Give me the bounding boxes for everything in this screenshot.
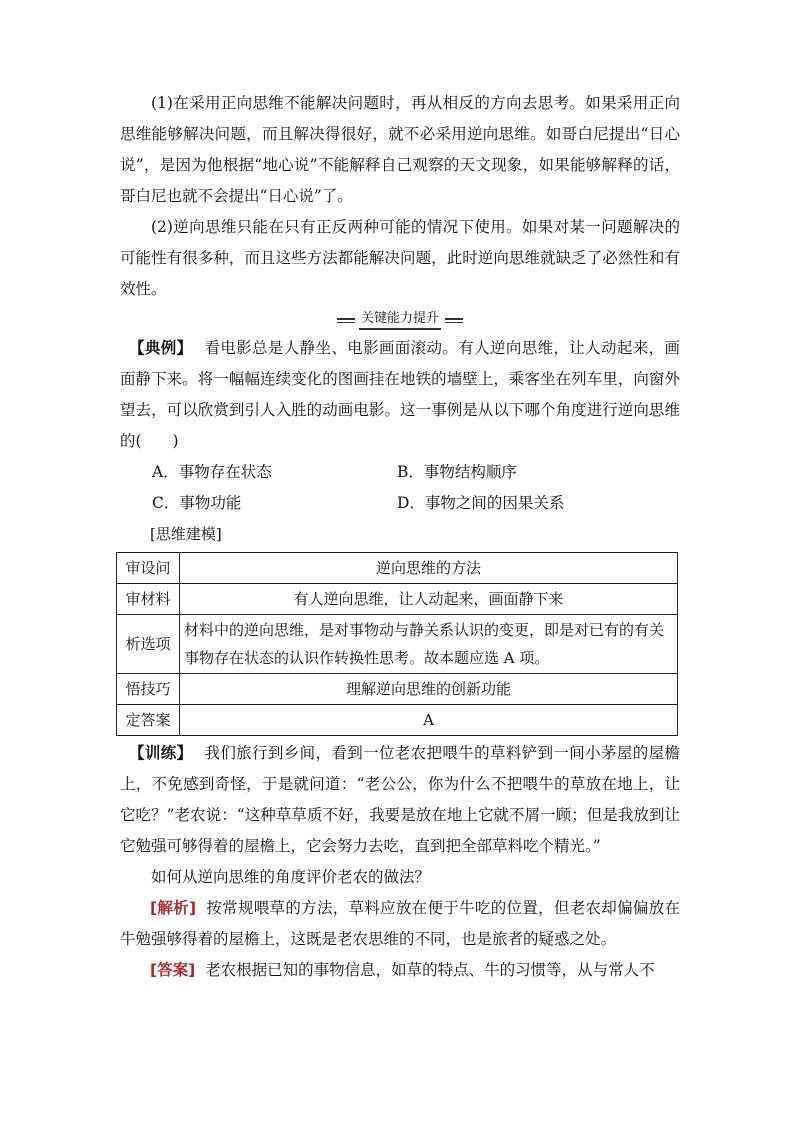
practice-question: 如何从逆向思维的角度评价老农的做法？ — [151, 868, 431, 886]
example-paragraph — [120, 333, 680, 457]
intro-point-1: (1)在采用正向思维不能解决问题时，再从相反的方向去思考。如果采用正向思维能够解决问题，而且解决得很好，就不必采用逆向思维。如哥白尼提出“日心说”，是因为他根据“地心说”不能解释自己观察的天文现象，如果能够解释的话，哥白尼也就不会提出“日心说”了。 — [120, 94, 680, 205]
table-row — [117, 674, 678, 705]
table-value-cell: 逆向思维的方法 — [180, 553, 678, 584]
table-key-cell: 审设问 — [117, 553, 180, 584]
table-key-cell: 析选项 — [117, 615, 180, 674]
example-tag: 【典例】 — [129, 339, 193, 357]
table-row — [117, 705, 678, 736]
section-heading-text: 关键能力提升 — [359, 310, 441, 330]
analysis-paragraph — [120, 893, 680, 955]
heading-left-bar — [337, 318, 355, 323]
section-heading — [120, 309, 680, 331]
answer-tag: [答案] — [150, 961, 196, 979]
thinking-model-table — [116, 552, 678, 736]
table-key-cell: 定答案 — [117, 705, 180, 736]
table-key-cell: 审材料 — [117, 584, 180, 615]
option-a: A．事物存在状态 — [152, 463, 272, 481]
table-row — [117, 584, 678, 615]
example-text: 看电影总是人静坐、电影画面滚动。有人逆向思维，让人动起来，画面静下来。将一幅幅连续变化的图画挂在地铁的墙壁上，乘客坐在列车里，向窗外望去，可以欣赏到引人入胜的动画电影。这一事例是从以下哪个角度进行逆向思维的( ) — [120, 339, 680, 450]
practice-paragraph — [120, 738, 680, 862]
analysis-tag: [解析] — [150, 899, 197, 917]
table-row — [117, 553, 678, 584]
table-key-cell: 悟技巧 — [117, 674, 180, 705]
answer-paragraph — [120, 955, 680, 986]
model-label: [思维建模] — [150, 525, 222, 543]
option-d: D．事物之间的因果关系 — [397, 494, 565, 512]
table-value-cell: 有人逆向思维，让人动起来，画面静下来 — [180, 584, 678, 615]
example-options — [120, 457, 680, 519]
table-value-cell: 材料中的逆向思维，是对事物动与静关系认识的变更，即是对已有的有关事物存在状态的认识作转换性思考。故本题应选 A 项。 — [180, 615, 678, 674]
heading-right-bar — [445, 318, 463, 323]
answer-text: 老农根据已知的事物信息，如草的特点、牛的习惯等，从与常人不 — [205, 961, 655, 979]
practice-text: 我们旅行到乡间，看到一位老农把喂牛的草料铲到一间小茅屋的屋檐上，不免感到奇怪，于是就问道：“老公公，你为什么不把喂牛的草放在地上，让它吃？”老农说：“这种草草质不好，我要是放在地上它就不屑一顾；但是我放到让它勉强可够得着的屋檐上，它会努力去吃，直到把全部草料吃个精光。” — [120, 744, 680, 855]
table-value-cell: A — [180, 705, 678, 736]
section-heading-box — [337, 310, 463, 330]
intro-point-2: (2)逆向思维只能在只有正反两种可能的情况下使用。如果对某一问题解决的可能性有很多种，而且这些方法都能解决问题，此时逆向思维就缺乏了必然性和有效性。 — [120, 218, 680, 298]
analysis-text: 按常规喂草的方法，草料应放在便于牛吃的位置，但老农却偏偏放在牛勉强够得着的屋檐上，这既是老农思维的不同，也是旅者的疑惑之处。 — [120, 899, 680, 948]
table-row — [117, 615, 678, 674]
document-page — [120, 88, 680, 986]
option-c: C．事物功能 — [152, 494, 242, 512]
option-b: B．事物结构顺序 — [397, 463, 517, 481]
table-value-cell: 理解逆向思维的创新功能 — [180, 674, 678, 705]
practice-tag: 【训练】 — [129, 744, 193, 762]
